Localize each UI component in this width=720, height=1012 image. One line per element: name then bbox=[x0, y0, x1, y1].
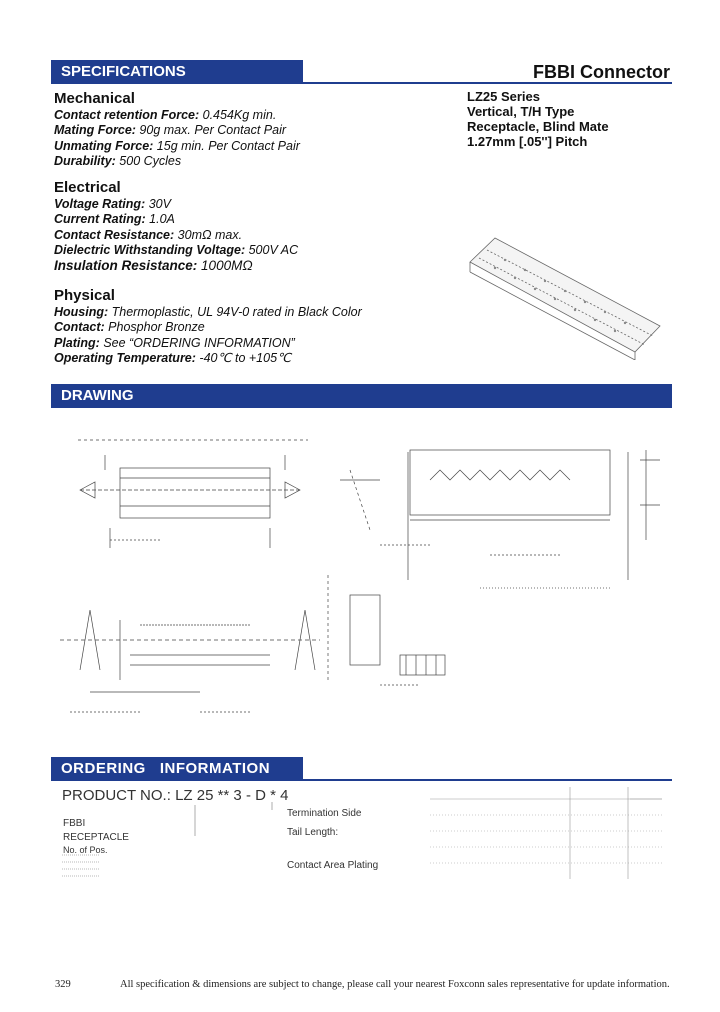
ordering-receptacle: RECEPTACLE bbox=[63, 832, 129, 843]
spec-label: Contact Resistance: bbox=[54, 227, 175, 242]
spec-label: Insulation Resistance: bbox=[54, 258, 198, 274]
series-line: 1.27mm [.05''] Pitch bbox=[467, 134, 588, 149]
ordering-termination-side: Termination Side bbox=[287, 808, 362, 819]
spec-row bbox=[54, 305, 362, 320]
spec-value: 1000MΩ bbox=[197, 258, 253, 274]
mechanical-section bbox=[54, 90, 300, 169]
spec-row bbox=[54, 197, 298, 212]
spec-value: 30mΩ max. bbox=[174, 227, 243, 242]
series-line: Vertical, T/H Type bbox=[467, 104, 575, 119]
spec-label: Mating Force: bbox=[54, 123, 136, 138]
ordering-contact-area-plating: Contact Area Plating bbox=[287, 860, 379, 871]
spec-label: Unmating Force: bbox=[54, 138, 154, 153]
spec-label: Operating Temperature: bbox=[54, 350, 196, 365]
technical-drawing bbox=[50, 420, 672, 730]
spec-row bbox=[54, 212, 298, 227]
spec-label: Contact retention Force: bbox=[54, 108, 200, 122]
spec-row bbox=[54, 243, 298, 258]
page-number: 329 bbox=[55, 979, 71, 990]
spec-value: Phosphor Bronze bbox=[104, 320, 205, 335]
brand-title: FBBI Connector bbox=[533, 62, 670, 82]
spec-row bbox=[54, 139, 300, 154]
spec-row bbox=[54, 320, 362, 335]
spec-value: 500 Cycles bbox=[115, 153, 182, 168]
spec-value: 500V AC bbox=[245, 242, 299, 257]
spec-row bbox=[54, 108, 300, 123]
spec-value: 30V bbox=[145, 197, 171, 211]
mechanical-heading: Mechanical bbox=[54, 90, 135, 107]
spec-label: Housing: bbox=[54, 305, 109, 319]
spec-value: Thermoplastic, UL 94V-0 rated in Black Color bbox=[108, 305, 362, 319]
drawing-title: DRAWING bbox=[61, 387, 134, 404]
ordering-fbbi: FBBI bbox=[63, 818, 86, 829]
ordering-rule bbox=[303, 779, 672, 781]
spec-label: Current Rating: bbox=[54, 212, 146, 227]
spec-row bbox=[54, 351, 362, 366]
physical-section bbox=[54, 287, 362, 366]
specifications-header bbox=[51, 60, 303, 84]
dimension-table bbox=[430, 787, 662, 879]
footer-note: All specification & dimensions are subject to change, please call your nearest Foxconn sales representative for update information. bbox=[120, 979, 670, 990]
drawing-header bbox=[51, 384, 672, 408]
spec-value: -40℃ to +105℃ bbox=[195, 350, 292, 365]
spec-value: 1.0A bbox=[145, 212, 175, 227]
spec-label: Dielectric Withstanding Voltage: bbox=[54, 242, 246, 257]
footer bbox=[55, 979, 670, 990]
spec-row bbox=[54, 228, 298, 243]
ordering-tail-length: Tail Length: bbox=[287, 827, 339, 838]
spec-value: 0.454Kg min. bbox=[199, 108, 277, 122]
series-block bbox=[467, 89, 609, 149]
ordering-header bbox=[51, 757, 303, 781]
specifications-title: SPECIFICATIONS bbox=[61, 63, 186, 80]
electrical-heading: Electrical bbox=[54, 179, 121, 196]
spec-value: 15g min. Per Contact Pair bbox=[153, 138, 300, 153]
physical-heading: Physical bbox=[54, 287, 115, 304]
connector-product-image bbox=[465, 230, 665, 360]
spec-label: Plating: bbox=[54, 335, 100, 350]
product-number: PRODUCT NO.: LZ 25 ** 3 - D * 4 bbox=[62, 787, 289, 804]
spec-label: Durability: bbox=[54, 153, 116, 168]
electrical-section bbox=[54, 179, 298, 273]
ordering-title: ORDERING INFORMATION bbox=[61, 760, 271, 777]
spec-row bbox=[54, 336, 362, 351]
series-line: LZ25 Series bbox=[467, 89, 540, 104]
ordering-no-of-pos: No. of Pos. bbox=[63, 845, 108, 855]
spec-value: See “ORDERING INFORMATION” bbox=[99, 335, 295, 350]
spec-value: 90g max. Per Contact Pair bbox=[135, 123, 287, 138]
ordering-connector-lines bbox=[60, 800, 290, 890]
spec-row bbox=[54, 154, 300, 169]
spec-row bbox=[54, 123, 300, 138]
spec-row bbox=[54, 258, 298, 273]
spec-label: Contact: bbox=[54, 320, 105, 335]
series-line: Receptacle, Blind Mate bbox=[467, 119, 609, 134]
spec-label: Voltage Rating: bbox=[54, 197, 146, 211]
